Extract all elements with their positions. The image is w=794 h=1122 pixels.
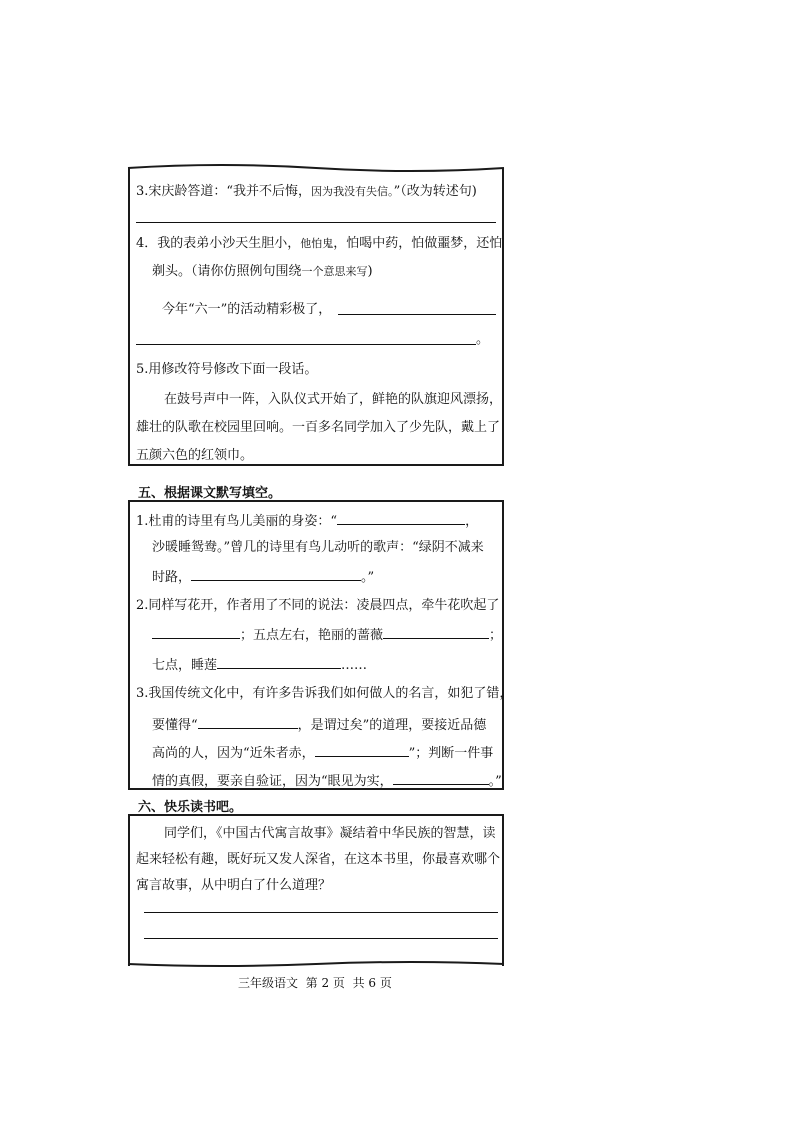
s5-q2-blank2[interactable] [383,626,489,639]
q4-answer-line-2[interactable] [136,344,476,345]
s6-line1: 同学们，《中国古代寓言故事》凝结着中华民族的智慧，读 [164,826,496,841]
s5-q3-line1: 3.我国传统文化中，有许多告诉我们如何做人的名言，如犯了错， [136,686,513,701]
section6-heading: 六、快乐读书吧。 [138,800,243,815]
q5-line1: 5.用修改符号修改下面一段话。 [136,362,318,377]
q5-line4: 五颜六色的红领巾。 [136,448,254,463]
q4-line2: 剃头。（请你仿照例句围绕一个意思来写) [152,264,373,279]
s6-line2: 起来轻松有趣，既好玩又发人深省，在这本书里，你最喜欢哪个 [136,852,501,867]
s5-q3-line2: 要懂得“ ，是谓过矣”的道理，要接近品德 [152,718,487,733]
s5-q2-line1: 2.同样写花开，作者用了不同的说法：凌晨四点，牵牛花吹起了 [136,598,500,613]
q5-line2: 在鼓号声中一阵，入队仪式开始了，鲜艳的队旗迎风漂扬， [164,392,503,407]
q3-answer-line[interactable] [136,222,496,223]
q5-line3: 雄壮的队歌在校园里回响。一百多名同学加入了少先队，戴上了 [136,420,501,435]
s5-q3-blank3[interactable] [393,772,489,785]
s5-q3-blank1[interactable] [198,716,298,729]
page-footer: 三年级语文 第 2 页 共 6 页 [238,976,392,990]
q4-answer-line-1[interactable] [338,314,496,315]
s5-q2-line3: 七点，睡莲 …… [152,658,368,673]
s5-q3-line3: 高尚的人，因为“近朱者赤， ”；判断一件事 [152,746,494,761]
q3-text: 3.宋庆龄答道：“我并不后悔，因为我没有失信。”（改为转述句) [136,184,477,199]
section4-top-border [126,160,506,176]
s5-q1-blank1[interactable] [337,512,465,525]
section6-bottom-border [126,958,506,972]
s6-line3: 寓言故事，从中明白了什么道理？ [136,878,332,893]
s5-q1-blank2[interactable] [191,568,361,581]
s5-q3-line4: 情的真假，要亲自验证，因为“眼见为实， 。” [152,774,502,789]
section5-heading: 五、根据课文默写填空。 [138,486,282,501]
s6-answer-line-2[interactable] [144,938,498,939]
q4-line3: 今年“六一”的活动精彩极了， [162,302,332,317]
s6-answer-line-1[interactable] [144,912,498,913]
q4-line1: 4．我的表弟小沙天生胆小，他怕鬼，怕喝中药，怕做噩梦，还怕 [136,236,503,251]
s5-q1-line2: 沙暖睡鸳鸯。”曾几的诗里有鸟儿动听的歌声：“绿阴不减来 [152,540,484,555]
s5-q2-line2: ；五点左右，艳丽的蔷薇 ； [152,626,502,644]
s5-q2-blank3[interactable] [217,656,341,669]
s5-q1-line3: 时路， 。” [152,570,375,585]
s5-q3-blank2[interactable] [315,744,409,757]
s5-q2-blank1[interactable] [152,626,240,639]
q4-line4-end: 。 [476,332,490,347]
s5-q1-line1: 1.杜甫的诗里有鸟儿美丽的身姿：“ ， [136,514,479,529]
